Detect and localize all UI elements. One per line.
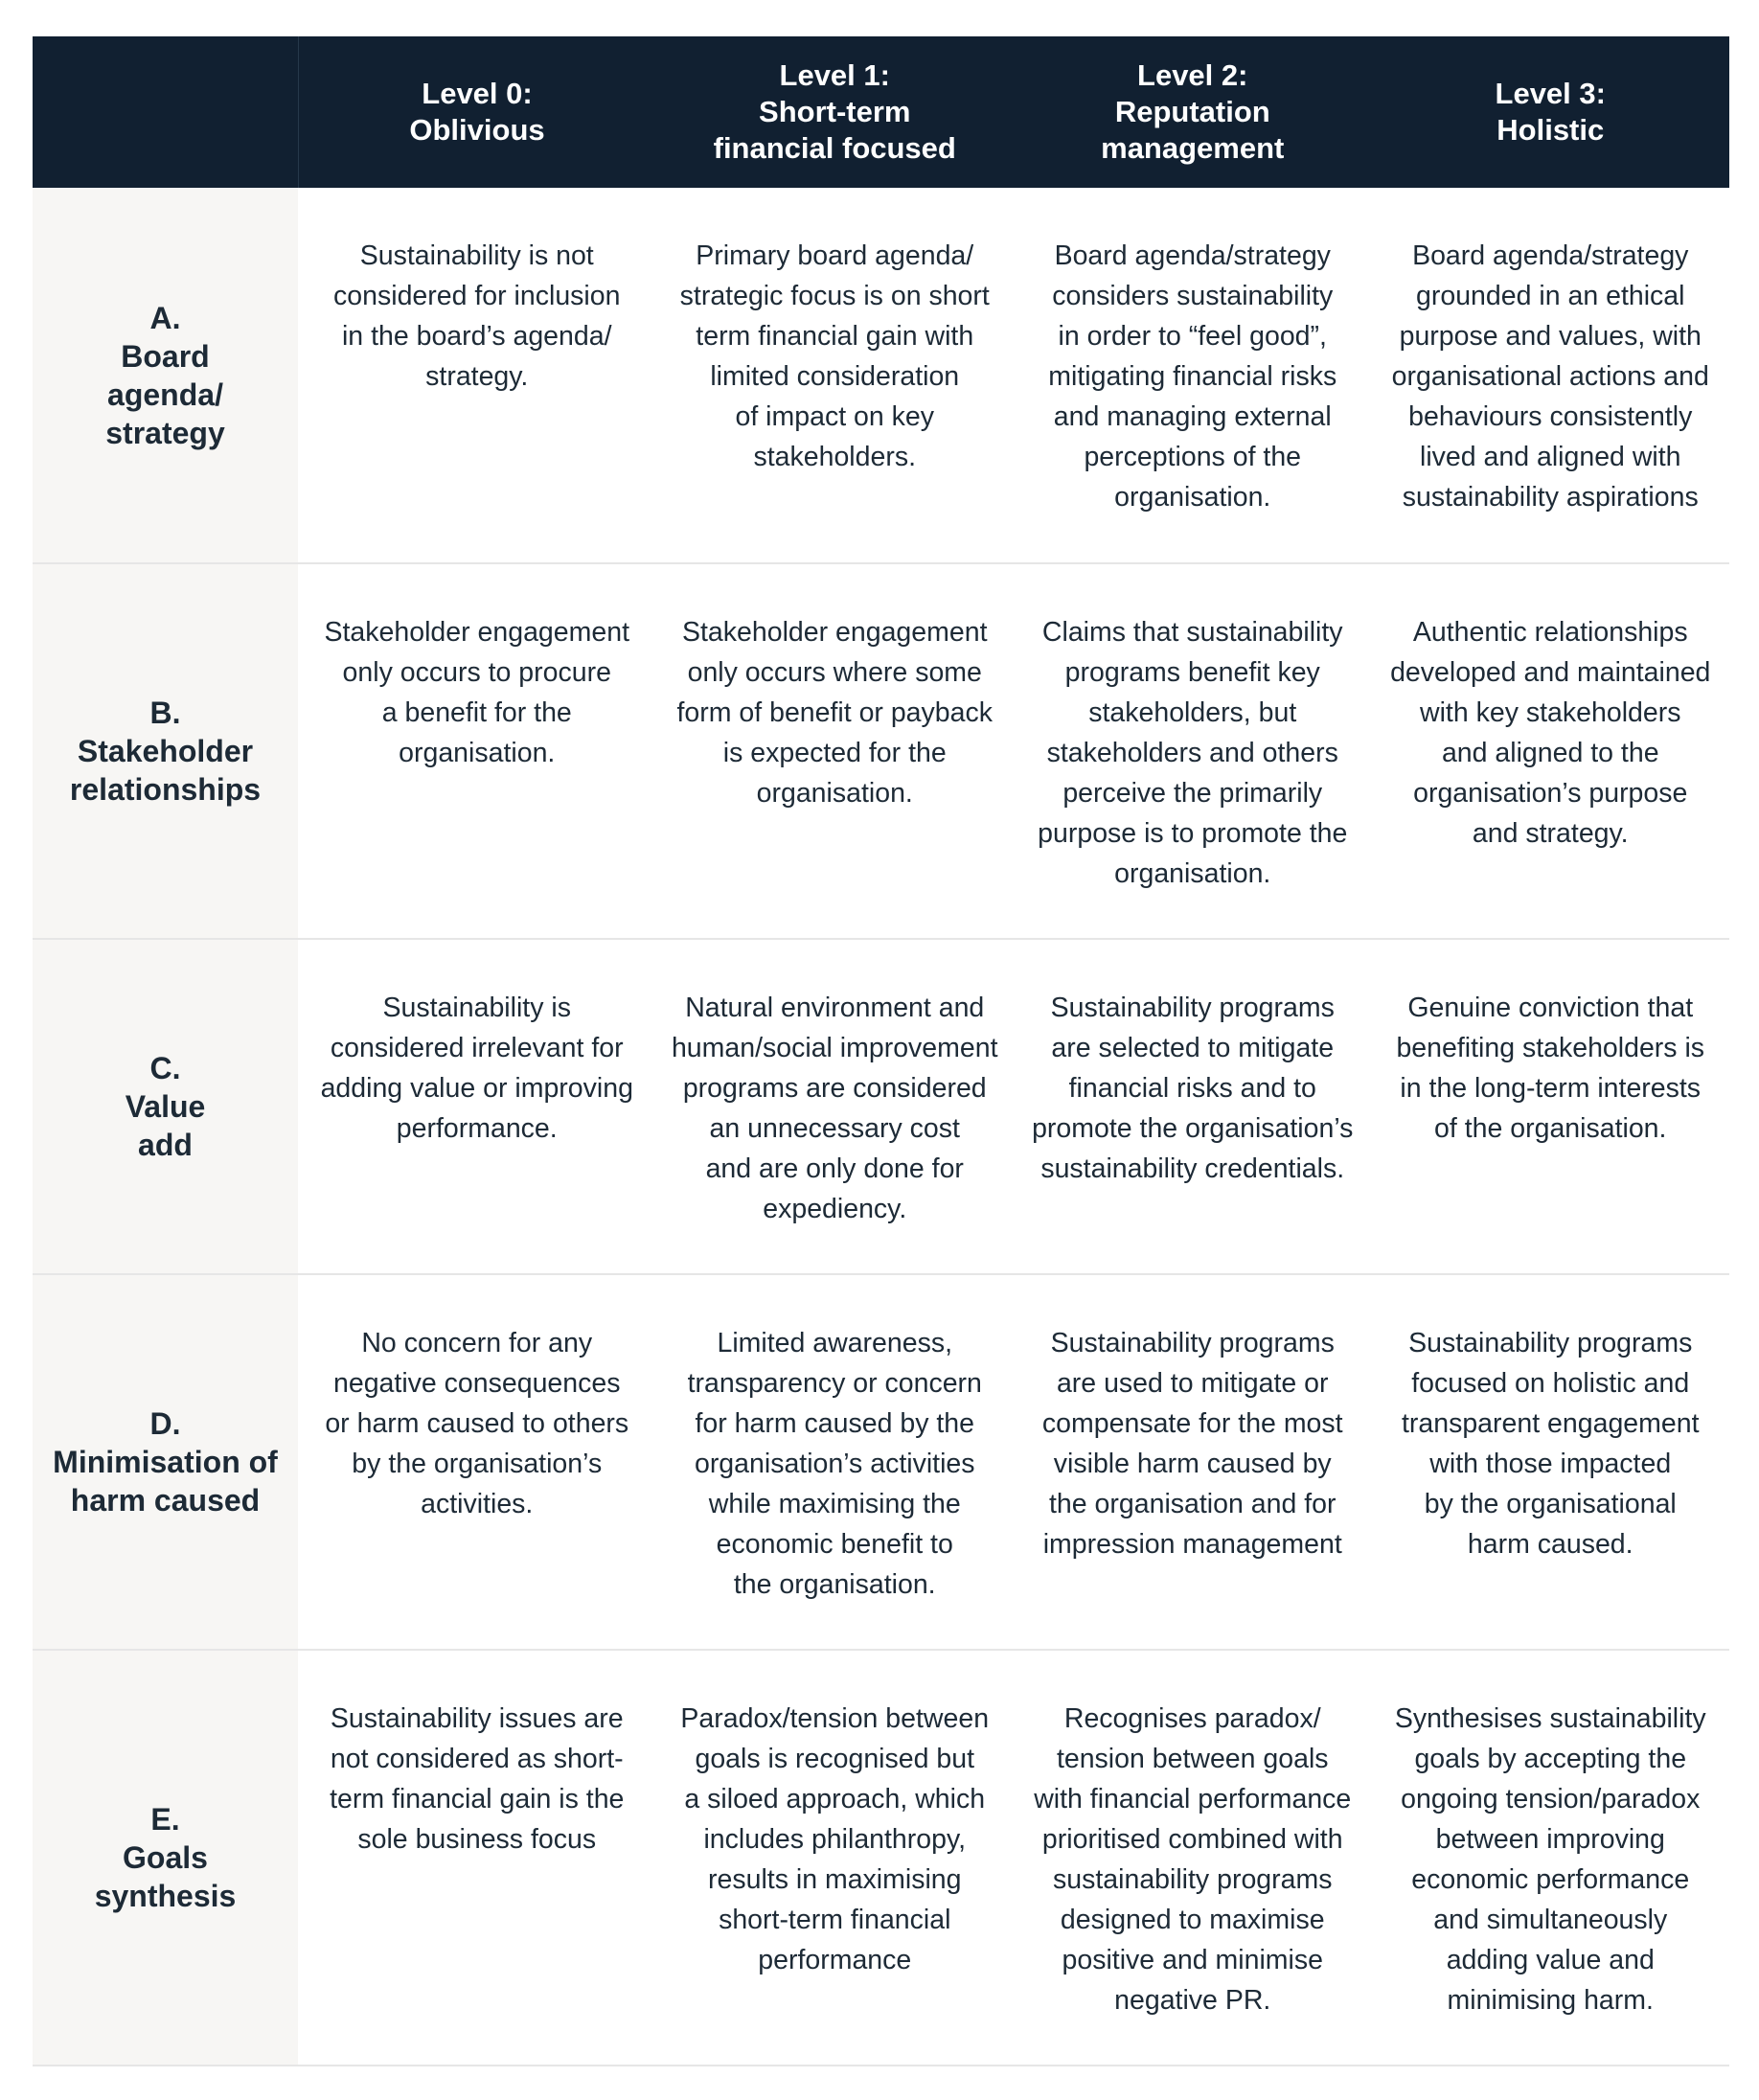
row-label-stakeholder-relationships: [33, 563, 298, 939]
row-label-line: Stakeholder: [77, 734, 254, 768]
header-level-1-line-3: financial focused: [713, 131, 956, 165]
cell-text-line: not considered as short-: [330, 1744, 624, 1774]
cell-text-line: by the organisational: [1424, 1489, 1677, 1519]
row-label-board-agenda: [33, 188, 298, 563]
cell-text-line: is expected for the: [722, 738, 947, 768]
header-row: [33, 36, 1729, 188]
cell-text-line: short-term financial: [719, 1905, 951, 1935]
cell-text-line: organisation.: [1114, 858, 1271, 889]
cell-text-line: Board agenda/strategy: [1412, 240, 1689, 271]
header-level-0-line-1: Level 0:: [422, 77, 533, 110]
cell-text-line: only occurs to procure: [342, 657, 611, 688]
cell-level-1: [656, 1650, 1015, 2066]
cell-level-2: [1014, 1650, 1372, 2066]
cell-text-line: between improving: [1435, 1824, 1665, 1855]
matrix-body: [33, 188, 1729, 2066]
cell-text-line: Board agenda/strategy: [1054, 240, 1331, 271]
cell-level-1: [656, 939, 1015, 1274]
cell-text-line: while maximising the: [708, 1489, 961, 1519]
cell-text-line: organisation’s activities: [694, 1449, 975, 1479]
row-label-line: harm caused: [70, 1483, 261, 1518]
cell-text-line: expediency.: [763, 1194, 907, 1224]
cell-text-line: Natural environment and: [685, 993, 985, 1023]
header-level-1-line-2: Short-term: [759, 95, 911, 128]
cell-text-line: the organisation and for: [1049, 1489, 1336, 1519]
cell-text-line: developed and maintained: [1390, 657, 1711, 688]
cell-level-2: [1014, 1274, 1372, 1650]
cell-text-line: in the long-term interests: [1400, 1073, 1702, 1104]
header-level-2-line-3: management: [1101, 131, 1285, 165]
cell-level-3: [1372, 563, 1730, 939]
cell-text-line: with those impacted: [1429, 1449, 1672, 1479]
cell-text-line: impression management: [1042, 1529, 1342, 1560]
cell-text-line: goals by accepting the: [1414, 1744, 1687, 1774]
cell-level-1: [656, 563, 1015, 939]
cell-text-line: term financial gain with: [696, 321, 974, 352]
cell-text-line: Stakeholder engagement: [324, 617, 629, 648]
cell-text-line: organisation.: [399, 738, 556, 768]
row-label-line: relationships: [69, 772, 262, 807]
cell-level-2: [1014, 939, 1372, 1274]
row-label-line: B.: [149, 696, 181, 730]
cell-text-line: organisation’s purpose: [1413, 778, 1688, 809]
cell-text-line: ongoing tension/paradox: [1401, 1784, 1701, 1815]
cell-text-line: by the organisation’s: [352, 1449, 603, 1479]
cell-text-line: prioritised combined with: [1041, 1824, 1343, 1855]
cell-text-line: are used to mitigate or: [1056, 1368, 1329, 1399]
cell-text-line: organisation.: [1114, 482, 1271, 513]
cell-text-line: Authentic relationships: [1412, 617, 1688, 648]
cell-text-line: strategic focus is on short: [679, 281, 990, 311]
cell-text-line: Genuine conviction that: [1407, 993, 1694, 1023]
cell-text-line: economic performance: [1411, 1864, 1690, 1895]
cell-text-line: Synthesises sustainability: [1394, 1703, 1706, 1734]
cell-text-line: or harm caused to others: [325, 1408, 629, 1439]
cell-text-line: the organisation.: [733, 1569, 936, 1600]
cell-text-line: are selected to mitigate: [1051, 1033, 1335, 1063]
cell-text-line: of the organisation.: [1434, 1113, 1667, 1144]
cell-text-line: a siloed approach, which: [684, 1784, 986, 1815]
cell-text-line: stakeholders and others: [1046, 738, 1338, 768]
row-label-line: E.: [150, 1802, 180, 1837]
cell-text-line: and simultaneously: [1433, 1905, 1668, 1935]
cell-text-line: includes philanthropy,: [703, 1824, 967, 1855]
cell-text-line: grounded in an ethical: [1416, 281, 1685, 311]
matrix-row-minimisation-of-harm: [33, 1274, 1729, 1650]
cell-text-line: harm caused.: [1467, 1529, 1633, 1560]
row-label-line: strategy: [105, 415, 225, 450]
cell-text-line: economic benefit to: [716, 1529, 953, 1560]
cell-text-line: Sustainability programs: [1408, 1328, 1693, 1358]
cell-text-line: and strategy.: [1472, 818, 1629, 849]
maturity-matrix-table: [33, 36, 1729, 2066]
cell-text-line: compensate for the most: [1041, 1408, 1343, 1439]
cell-level-0: [298, 188, 656, 563]
header-level-0-line-2: Oblivious: [409, 113, 545, 147]
cell-text-line: Stakeholder engagement: [682, 617, 988, 648]
cell-text-line: Limited awareness,: [717, 1328, 953, 1358]
cell-text-line: performance.: [396, 1113, 558, 1144]
cell-text-line: Primary board agenda/: [696, 240, 974, 271]
cell-text-line: considered irrelevant for: [330, 1033, 624, 1063]
cell-level-2: [1014, 188, 1372, 563]
cell-text-line: Sustainability is not: [359, 240, 594, 271]
cell-text-line: activities.: [421, 1489, 534, 1519]
cell-text-line: designed to maximise: [1060, 1905, 1325, 1935]
cell-text-line: limited consideration: [710, 361, 960, 392]
row-label-line: D.: [149, 1406, 181, 1441]
cell-text-line: sole business focus: [357, 1824, 597, 1855]
cell-level-2: [1014, 563, 1372, 939]
cell-text-line: form of benefit or payback: [676, 697, 993, 728]
cell-text-line: term financial gain is the: [330, 1784, 625, 1815]
header-level-1-line-1: Level 1:: [779, 58, 890, 92]
cell-text-line: programs are considered: [682, 1073, 987, 1104]
cell-text-line: Sustainability is: [382, 993, 571, 1023]
cell-text-line: purpose and values, with: [1399, 321, 1702, 352]
matrix-row-value-add: [33, 939, 1729, 1274]
cell-text-line: negative consequences: [333, 1368, 621, 1399]
cell-text-line: behaviours consistently: [1408, 401, 1693, 432]
cell-text-line: of impact on key: [735, 401, 934, 432]
row-label-line: Minimisation of: [53, 1445, 278, 1479]
cell-text-line: transparency or concern: [687, 1368, 982, 1399]
cell-text-line: tension between goals: [1056, 1744, 1329, 1774]
cell-text-line: lived and aligned with: [1419, 442, 1681, 472]
cell-text-line: sustainability credentials.: [1040, 1153, 1345, 1184]
cell-text-line: and are only done for: [705, 1153, 964, 1184]
cell-text-line: visible harm caused by: [1053, 1449, 1332, 1479]
cell-text-line: perceptions of the: [1084, 442, 1302, 472]
row-label-minimisation-of-harm: [33, 1274, 298, 1650]
cell-text-line: promote the organisation’s: [1032, 1113, 1354, 1144]
cell-text-line: No concern for any: [361, 1328, 593, 1358]
cell-text-line: a benefit for the: [381, 697, 572, 728]
cell-text-line: strategy.: [425, 361, 529, 392]
cell-level-3: [1372, 188, 1730, 563]
row-label-line: A.: [149, 300, 181, 335]
cell-text-line: Sustainability issues are: [330, 1703, 624, 1734]
cell-text-line: only occurs where some: [687, 657, 982, 688]
cell-text-line: goals is recognised but: [695, 1744, 974, 1774]
cell-text-line: an unnecessary cost: [709, 1113, 960, 1144]
cell-text-line: in order to “feel good”,: [1058, 321, 1327, 352]
header-level-2-line-1: Level 2:: [1137, 58, 1248, 92]
cell-level-3: [1372, 939, 1730, 1274]
cell-level-0: [298, 939, 656, 1274]
cell-text-line: human/social improvement: [671, 1033, 998, 1063]
cell-text-line: mitigating financial risks: [1048, 361, 1337, 392]
cell-text-line: with key stakeholders: [1420, 697, 1681, 728]
cell-text-line: and managing external: [1053, 401, 1332, 432]
cell-text-line: focused on holistic and: [1411, 1368, 1690, 1399]
cell-level-3: [1372, 1274, 1730, 1650]
header-level-3: [1372, 36, 1730, 188]
cell-text-line: Sustainability programs: [1050, 1328, 1335, 1358]
cell-text-line: Recognises paradox/: [1063, 1703, 1321, 1734]
cell-level-0: [298, 1650, 656, 2066]
cell-text-line: financial risks and to: [1068, 1073, 1316, 1104]
row-label-goals-synthesis: [33, 1650, 298, 2066]
cell-text-line: considered for inclusion: [333, 281, 621, 311]
cell-text-line: considers sustainability: [1052, 281, 1334, 311]
header-level-2: [1014, 36, 1372, 188]
header-level-3-line-1: Level 3:: [1495, 77, 1606, 110]
cell-text-line: for harm caused by the: [695, 1408, 974, 1439]
row-label-line: Goals: [123, 1840, 208, 1875]
matrix-header: [33, 36, 1729, 188]
matrix-row-board-agenda: [33, 188, 1729, 563]
row-label-line: agenda/: [107, 377, 223, 412]
cell-text-line: Sustainability programs: [1050, 993, 1335, 1023]
cell-text-line: positive and minimise: [1062, 1945, 1323, 1975]
cell-level-0: [298, 1274, 656, 1650]
cell-text-line: adding value and: [1446, 1945, 1655, 1975]
cell-text-line: minimising harm.: [1447, 1985, 1654, 2016]
header-level-2-line-2: Reputation: [1114, 95, 1270, 128]
header-level-1: [656, 36, 1015, 188]
cell-text-line: stakeholders.: [753, 442, 916, 472]
cell-text-line: negative PR.: [1114, 1985, 1271, 2016]
cell-text-line: organisation.: [756, 778, 913, 809]
header-corner-cell: [33, 36, 298, 188]
cell-level-3: [1372, 1650, 1730, 2066]
cell-text-line: in the board’s agenda/: [341, 321, 612, 352]
cell-text-line: benefiting stakeholders is: [1396, 1033, 1705, 1063]
cell-text-line: Claims that sustainability: [1041, 617, 1343, 648]
cell-text-line: adding value or improving: [320, 1073, 633, 1104]
cell-text-line: sustainability aspirations: [1402, 482, 1699, 513]
cell-text-line: results in maximising: [708, 1864, 962, 1895]
cell-text-line: sustainability programs: [1053, 1864, 1333, 1895]
cell-text-line: programs benefit key: [1064, 657, 1320, 688]
cell-text-line: stakeholders, but: [1088, 697, 1297, 728]
cell-text-line: purpose is to promote the: [1038, 818, 1348, 849]
row-label-line: add: [138, 1128, 193, 1162]
header-level-0: [298, 36, 656, 188]
header-level-3-line-2: Holistic: [1496, 113, 1605, 147]
matrix-row-goals-synthesis: [33, 1650, 1729, 2066]
cell-text-line: and aligned to the: [1441, 738, 1659, 768]
row-label-line: Value: [125, 1089, 206, 1124]
row-label-line: C.: [149, 1051, 181, 1085]
cell-level-1: [656, 188, 1015, 563]
cell-text-line: organisational actions and: [1391, 361, 1709, 392]
row-label-value-add: [33, 939, 298, 1274]
cell-text-line: performance: [758, 1945, 912, 1975]
cell-level-1: [656, 1274, 1015, 1650]
cell-text-line: Paradox/tension between: [680, 1703, 990, 1734]
matrix-row-stakeholder-relationships: [33, 563, 1729, 939]
cell-level-0: [298, 563, 656, 939]
cell-text-line: perceive the primarily: [1062, 778, 1323, 809]
row-label-line: Board: [121, 338, 210, 374]
cell-text-line: transparent engagement: [1401, 1408, 1700, 1439]
cell-text-line: with financial performance: [1034, 1784, 1352, 1815]
row-label-line: synthesis: [94, 1879, 237, 1913]
